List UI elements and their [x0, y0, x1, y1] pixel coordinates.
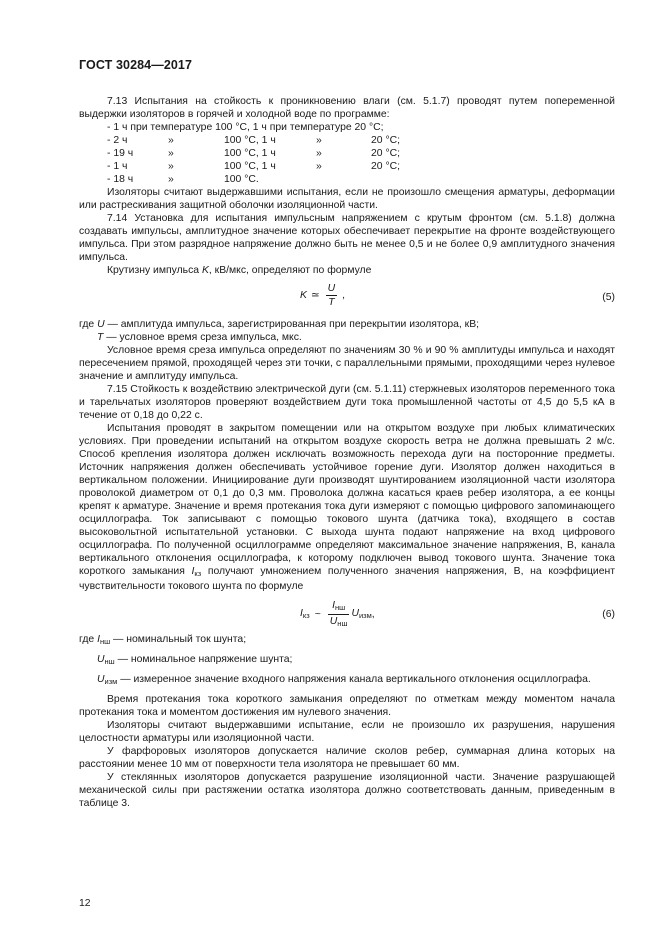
section-7-14-cutoff: Условное время среза импульса определяют по значениям 30 % и 90 % амплитуды импульса и находят пересечением прямой, проходящей через эти точки, с параллельными прямыми, проходящими через нулевое значение и амплитуду импульса. [79, 345, 615, 382]
section-7-15-intro: 7.15 Стойкость к воздействию электрической дуги (см. 5.1.11) стержневых изоляторов переменного тока и тарельчатых изоляторов проверяют воздействием дуги тока промышленной частоты от 4,5 до 5,5 кА в течение от 0,18 до 0,22 с. [79, 384, 615, 421]
section-7-15-duration: Время протекания тока короткого замыкания определяют по отметкам между моментом начала протекания тока и моментом достижения им нулевого значения. [79, 694, 615, 718]
section-7-15-glass: У стеклянных изоляторов допускается разрушение изоляционной части. Значение разрушающей механической силы при растяжении остатка изолятора должно соответствовать данным, приведенным в таблице 3. [79, 772, 615, 809]
formula-5-fraction: $\frac{U}{T}$ [327, 283, 336, 308]
definition-t: T — условное время среза импульса, мкс. [97, 332, 302, 343]
program-item-1: - 1 ч при температуре 100 °С, 1 ч при температуре 20 °С; [107, 122, 384, 133]
program-item-2: - 2 ч » 100 °С, 1 ч » 20 °С; [107, 135, 400, 146]
document-body [79, 95, 615, 810]
formula-6-tail: $U_{изм}$ [351, 608, 372, 620]
section-7-14-intro: 7.14 Установка для испытания импульсным напряжением с крутым фронтом (см. 5.1.8) должна создавать импульсы, амплитудное значение которых обеспечивает перекрытие на фронте воздействующего импульса. При этом разрядное напряжение должно быть не менее 0,5 и не более 0,9 амплитудного значения импульса. [79, 213, 615, 263]
section-7-14-slope: Крутизну импульса K, кВ/мкс, определяют по формуле [107, 265, 372, 276]
program-item-4: - 1 ч » 100 °С, 1 ч » 20 °С; [107, 161, 400, 172]
section-7-15-procedure: Испытания проводят в закрытом помещении или на открытом воздухе при любых климатических условиях. При проведении испытаний на открытом воздухе скорость ветра не должна превышать 2 м/с. Способ крепления изолятора должен исключать возможность перехода дуги на посторонние предметы. Источник напряжения должен обеспечивать устойчивое горение дуги. Изолятор должен находиться в вертикальном положении. Инициирование дуги производят шунтированием изоляционной части изолятора проволокой диаметром от 0,1 до 0,3 мм. Проволока должна касаться краев ребер изолятора, а ее концы крепят к арматуре. Значение и время протекания тока дуги измеряют с помощью цифрового запоминающего осциллографа. Ток записывают с помощью токового шунта (датчика тока), входящего в состав высоковольтной испытательной установки. С выхода шунта подают напряжение на вход цифрового осциллографа. По полученной осциллограмме определяют максимальное значение напряжения, В, канала вертикального отклонения осциллографа, к которому подключен вывод токового шунта. Значение тока короткого замыкания $I_{кз}$ получают умножением полученного значения напряжения, В, на коэффициент чувствительности токового шунта по формуле [79, 423, 615, 592]
definition-u-izm: $U_{изм}$ — измеренное значение входного напряжения канала вертикального отклонения осциллографа. [97, 674, 591, 686]
section-7-13-conclusion: Изоляторы считают выдержавшими испытания, если не произошло смещения арматуры, деформации или растрескивания защитной оболочки изоляционной части. [79, 187, 615, 211]
formula-6-lhs: $I_{кз}$ [300, 608, 310, 620]
formula-6-relation: ~ [314, 609, 321, 620]
formula-5-number: (5) [602, 292, 615, 303]
formula-6: $I_{кз}$ ~ $\frac{I_{нш}}{U_{нш}}$ $U_{изм}$ , (6) [300, 600, 615, 628]
program-item-3: - 19 ч » 100 °С, 1 ч » 20 °С; [107, 148, 400, 159]
section-7-15-criteria: Изоляторы считают выдержавшими испытание, если не произошло их разрушения, нарушения целостности арматуры или изоляционной части. [79, 720, 615, 744]
definition-i-nsh: где $I_{нш}$ — номинальный ток шунта; [79, 634, 247, 646]
formula-6-fraction: $\frac{I_{нш}}{U_{нш}}$ [329, 600, 348, 628]
program-item-5: - 18 ч » 100 °С. [107, 174, 259, 185]
document-header: ГОСТ 30284—2017 [79, 58, 193, 72]
formula-6-number: (6) [602, 609, 615, 620]
formula-5: K ≃ $\frac{U}{T}$ , (5) [300, 283, 615, 308]
page-number: 12 [79, 898, 91, 909]
section-7-13-intro: 7.13 Испытания на стойкость к проникновению влаги (см. 5.1.7) проводят путем попеременной выдержки изоляторов в горячей и холодной воде по программе: [79, 96, 615, 120]
section-7-15-porcelain: У фарфоровых изоляторов допускается наличие сколов ребер, суммарная длина которых на расстоянии менее 10 мм от поверхности тела изолятора не превышает 60 мм. [79, 746, 615, 770]
formula-5-lhs: K [300, 290, 307, 301]
formula-5-relation: ≃ [310, 290, 320, 301]
definition-u: где U — амплитуда импульса, зарегистрированная при перекрытии изолятора, кВ; [79, 319, 480, 330]
definition-u-nsh: $U_{нш}$ — номинальное напряжение шунта; [97, 654, 293, 666]
